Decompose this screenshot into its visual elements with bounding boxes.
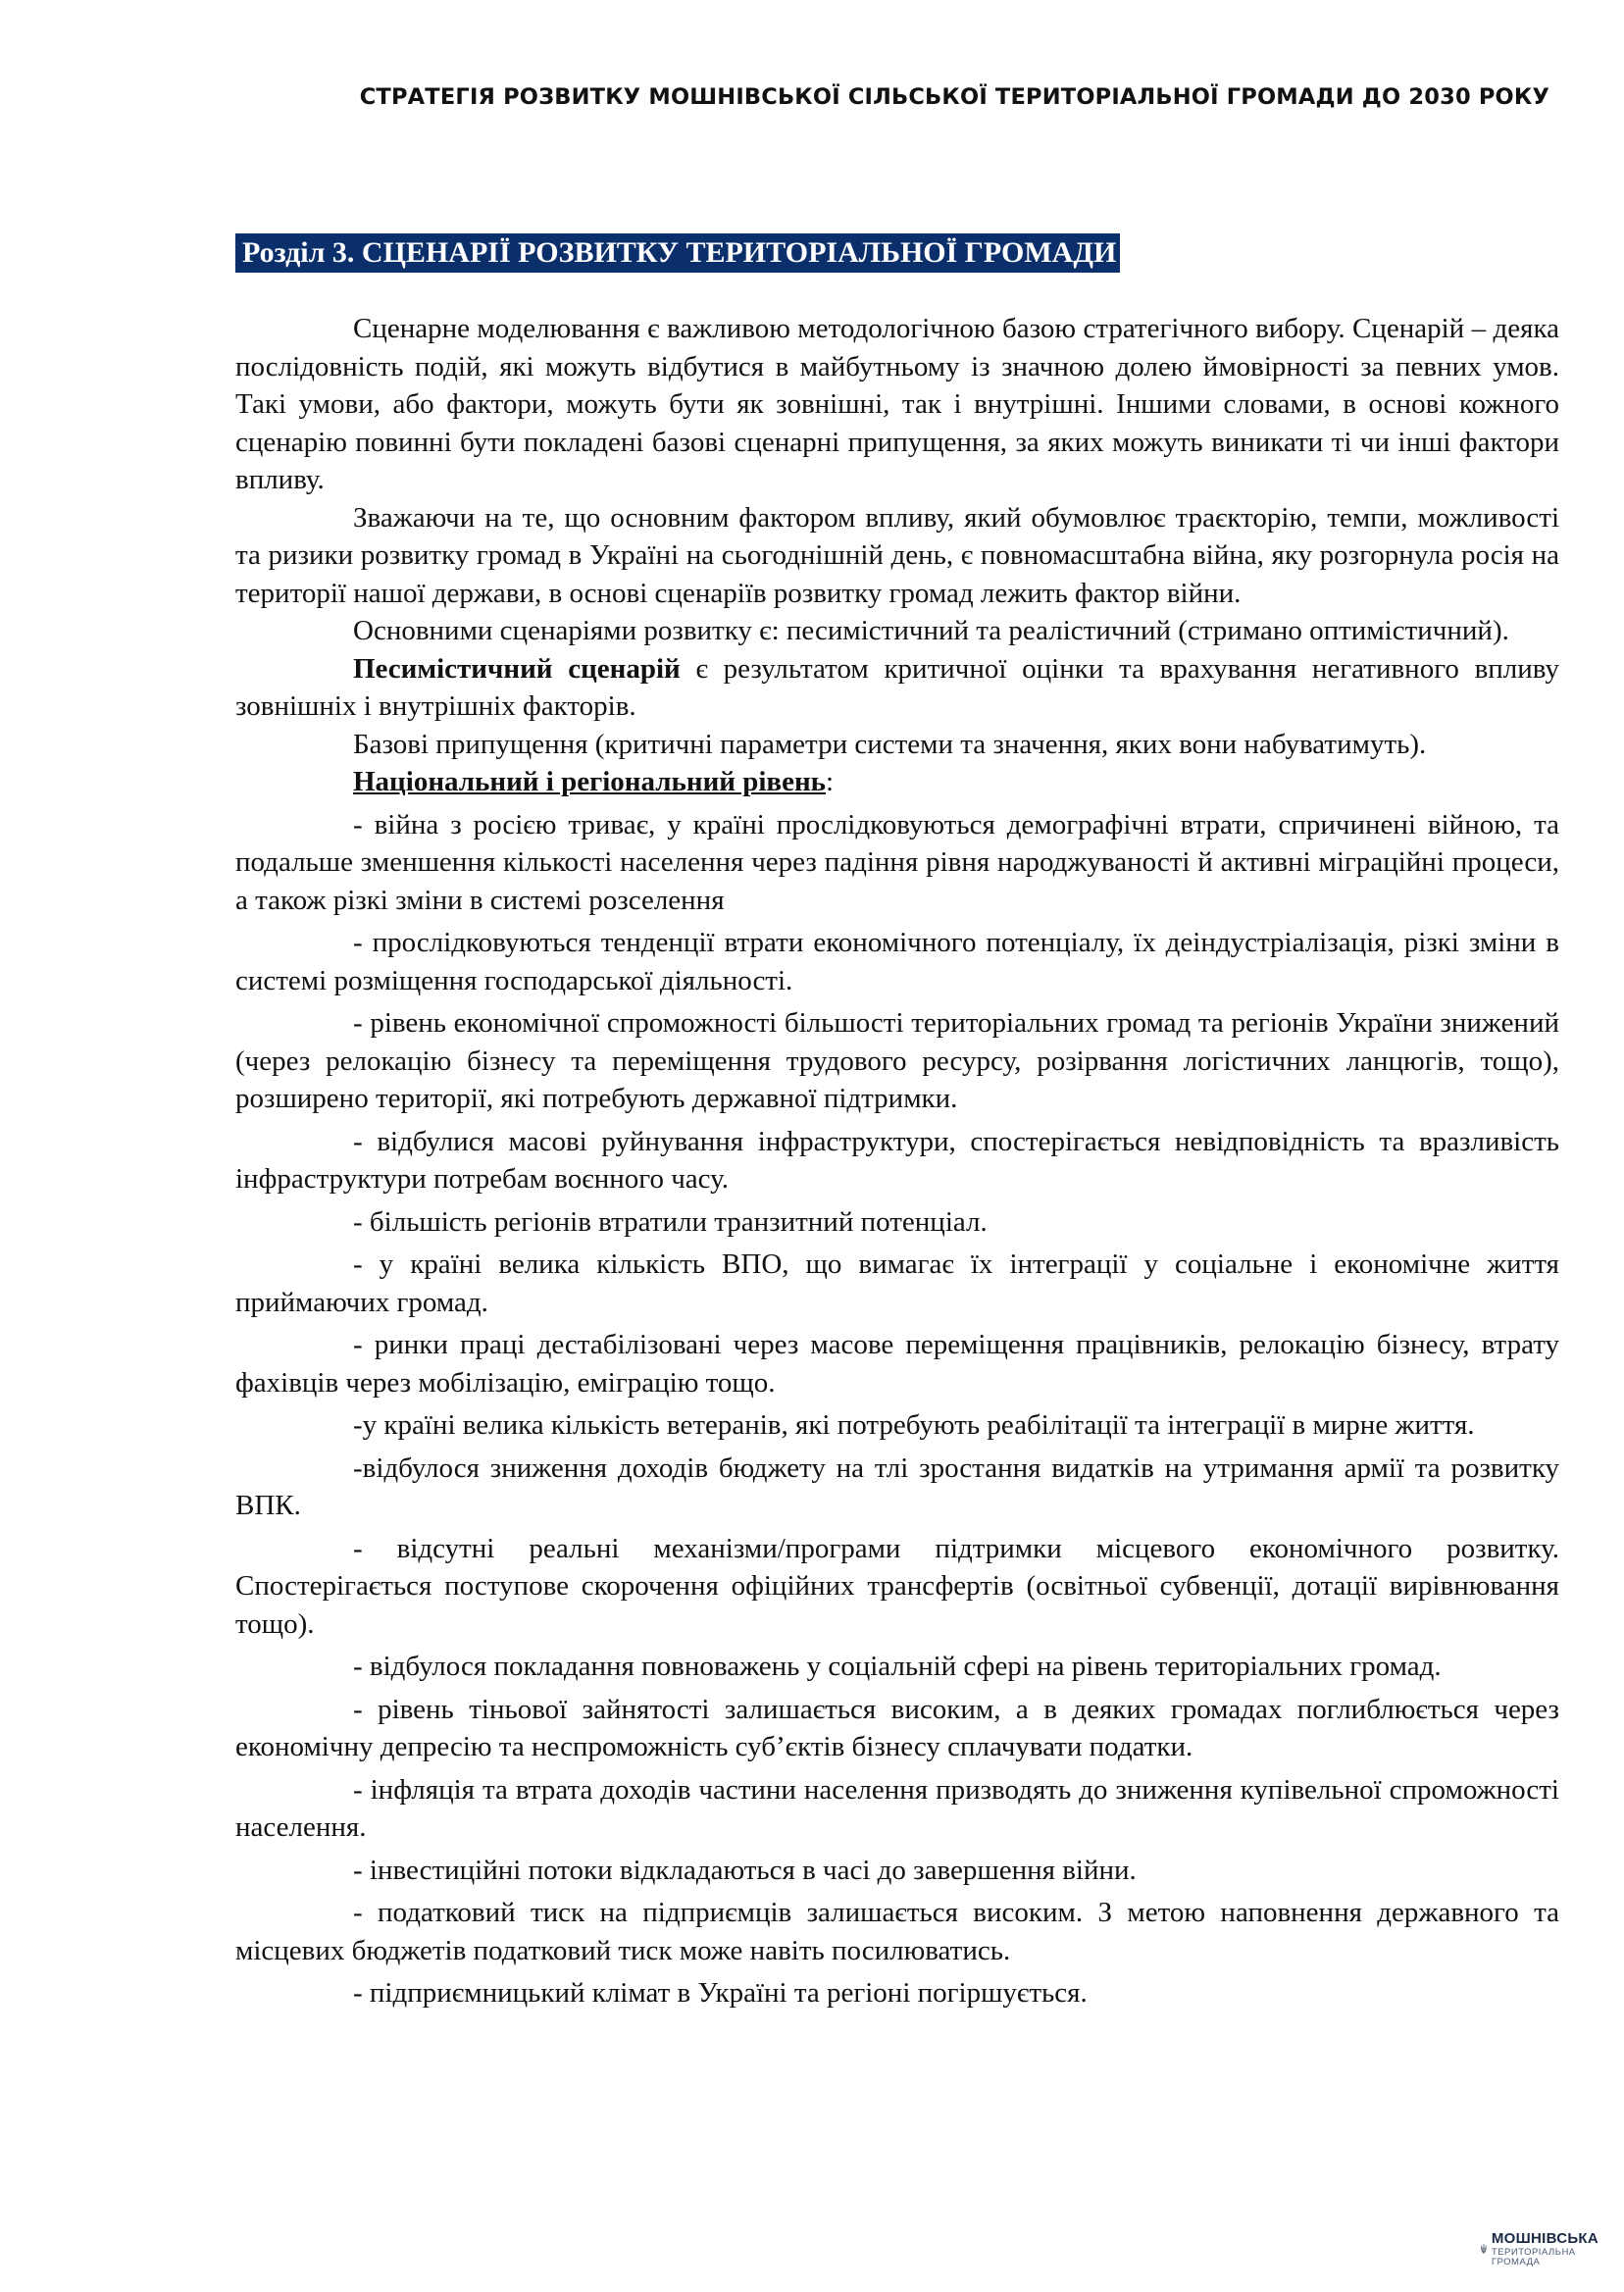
paragraph-level-heading <box>235 763 1559 801</box>
running-header: СТРАТЕГІЯ РОЗВИТКУ МОШНІВСЬКОЇ СІЛЬСЬКОЇ ТЕРИТОРІАЛЬНОЇ ГРОМАДИ ДО 2030 РОКУ <box>359 84 1549 110</box>
logo-line-2: ТЕРИТОРІАЛЬНА <box>1491 2247 1576 2258</box>
list-item: - відбулося покладання повноважень у соціальній сфері на рівень територіальних громад. <box>353 1651 1442 1682</box>
logo-line-1: МОШНІВСЬКА <box>1491 2230 1599 2247</box>
list-item: - рівень тіньової зайнятості залишається високим, а в деяких громадах поглиблюється через економічну депресію та неспроможність суб’єктів бізнесу сплачувати податки. <box>235 1693 1559 1762</box>
list-item: - підприємницький клімат в Україні та регіоні погіршується. <box>353 1977 1088 2009</box>
list-item: -відбулося зниження доходів бюджету на тлі зростання видатків на утримання армії та розвитку ВПК. <box>235 1452 1559 1521</box>
list-item: - рівень економічної спроможності більшості територіальних громад та регіонів України знижений (через релокацію бізнесу та переміщення трудового ресурсу, розірвання логістичних ланцюгів, тощо), розширено території, які потребують державної підтримки. <box>235 1007 1559 1114</box>
paragraph-pessimistic <box>235 650 1559 726</box>
level-heading: Національний і регіональний рівень <box>353 766 827 797</box>
body-text <box>235 310 1559 2012</box>
paragraph-main-scenarios: Основними сценаріями розвитку є: песимістичний та реалістичний (стримано оптимістичний). <box>353 615 1509 646</box>
list-item: - війна з росією триває, у країні прослідковуються демографічні втрати, спричинені війною, та подальше зменшення кількості населення через падіння рівня народжуваності й активні міграційні процеси, а також різкі зміни в системі розселення <box>235 808 1559 916</box>
list-item: -у країні велика кількість ветеранів, які потребують реабілітації та інтеграції в мирне життя. <box>353 1409 1475 1441</box>
pessimistic-definition: є результатом критичної оцінки та врахування негативного впливу зовнішніх і внутрішніх факторів. <box>235 652 1559 722</box>
list-item: - інфляція та втрата доходів частини населення призводять до зниження купівельної спроможності населення. <box>235 1773 1559 1843</box>
list-item: - інвестиційні потоки відкладаються в часі до завершення війни. <box>353 1854 1137 1886</box>
list-item: - відсутні реальні механізми/програми підтримки місцевого економічного розвитку. Спостерігається поступове скорочення офіційних трансфертів (освітньої субвенції, дотації вирівнювання тощо). <box>235 1532 1559 1640</box>
community-logo <box>1481 2224 1599 2273</box>
list-item: - відбулися масові руйнування інфраструктури, спостерігається невідповідність та вразливість інфраструктури потребам воєнного часу. <box>235 1125 1559 1195</box>
level-heading-colon: : <box>826 766 835 797</box>
logo-line-3: ГРОМАДА <box>1491 2256 1541 2267</box>
list-item: - більшість регіонів втратили транзитний потенціал. <box>353 1205 988 1238</box>
paragraph-base-assumptions: Базові припущення (критичні параметри системи та значення, яких вони набуватимуть). <box>353 728 1427 760</box>
pessimistic-term: Песимістичний сценарій <box>353 652 681 685</box>
list-item: - прослідковуються тенденції втрати економічного потенціалу, їх деіндустріалізація, різкі зміни в системі розміщення господарської діяльності. <box>235 927 1559 996</box>
list-item: - у країні велика кількість ВПО, що вимагає їх інтеграції у соціальне і економічне життя приймаючих громад. <box>235 1248 1559 1318</box>
list-item: - ринки праці дестабілізовані через масове переміщення працівників, релокацію бізнесу, втрату фахівців через мобілізацію, еміграцію тощо. <box>235 1329 1559 1399</box>
trident-icon <box>1481 2230 1487 2267</box>
paragraph-intro: Сценарне моделювання є важливою методологічною базою стратегічного вибору. Сценарій – деяка послідовність подій, які можуть відбутися в майбутньому із значною долею ймовірності за певних умов. Такі умови, або фактори, можуть бути як зовнішні, так і внутрішні. Іншими словами, в основі кожного сценарію повинні бути покладені базові сценарні припущення, за яких можуть виникати ті чи інші фактори впливу. <box>235 313 1559 495</box>
section-heading: Розділ 3. СЦЕНАРІЇ РОЗВИТКУ ТЕРИТОРІАЛЬНОЇ ГРОМАДИ <box>235 233 1120 273</box>
logo-text <box>1492 2231 1599 2267</box>
list-item: - податковий тиск на підприємців залишається високим. З метою наповнення державного та місцевих бюджетів податковий тиск може навіть посилюватись. <box>235 1897 1559 1966</box>
paragraph-war-factor: Зважаючи на те, що основним фактором впливу, який обумовлює траєкторію, темпи, можливості та ризики розвитку громад в Україні на сьогоднішній день, є повномасштабна війна, яку розгорнула росія на території нашої держави, в основі сценаріїв розвитку громад лежить фактор війни. <box>235 501 1559 609</box>
